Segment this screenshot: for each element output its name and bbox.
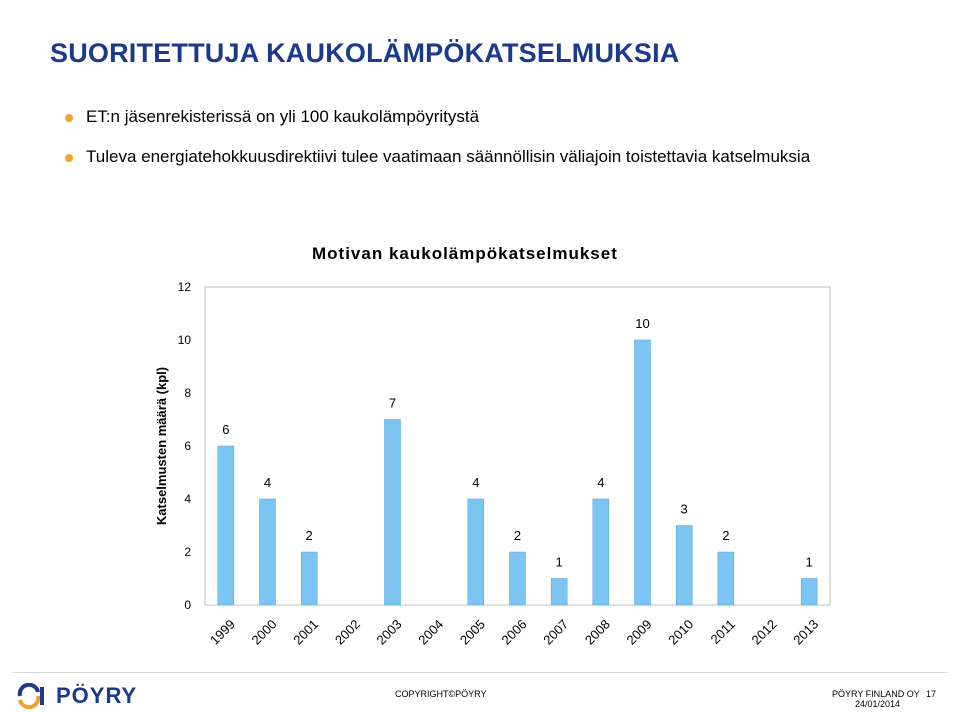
bar-2009 [635, 340, 651, 605]
bar-2000 [260, 499, 276, 605]
bar-2006 [510, 552, 526, 605]
data-label-2006: 2 [513, 528, 522, 543]
data-label-2009: 10 [635, 316, 650, 331]
page-number: 17 [926, 689, 937, 699]
x-tick-label: 2010 [665, 616, 697, 648]
x-tick-label: 2000 [248, 616, 280, 648]
data-label-1999: 6 [222, 422, 230, 437]
x-tick-label: 2011 [707, 616, 738, 647]
x-tick-label: 2004 [415, 616, 447, 648]
y-tick-label: 10 [177, 333, 191, 347]
bullet-text: Tuleva energiatehokkuusdirektiivi tulee vaatimaan säännöllisin väliajoin toistettavia katselmuksia [86, 147, 811, 166]
bar-1999 [218, 446, 234, 605]
x-tick-label: 2013 [790, 616, 822, 648]
bar-2013 [801, 579, 817, 606]
bullet-text: ET:n jäsenrekisterissä on yli 100 kaukolämpöyritystä [86, 107, 480, 126]
x-tick-label: 1999 [206, 616, 238, 648]
y-tick-label: 4 [184, 492, 191, 506]
data-label-2003: 7 [388, 395, 397, 411]
slide-title: SUORITETTUJA KAUKOLÄMPÖKATSELMUKSIA [50, 38, 680, 68]
data-label-2005: 4 [472, 475, 480, 490]
y-tick-label: 2 [184, 545, 191, 559]
bar-2007 [551, 579, 567, 606]
y-axis-label: Katselmusten määrä (kpl) [154, 366, 169, 526]
data-label-2010: 3 [680, 501, 688, 517]
x-tick-label: 2009 [623, 616, 655, 648]
slide-date: 24/01/2014 [855, 699, 901, 709]
data-label-2001: 2 [305, 528, 313, 543]
x-tick-label: 2012 [748, 616, 780, 648]
y-tick-label: 12 [177, 280, 191, 294]
y-tick-label: 0 [184, 598, 191, 612]
data-label-2007: 1 [555, 554, 563, 570]
x-tick-label: 2001 [290, 616, 322, 648]
bar-2003 [385, 420, 401, 606]
x-tick-label: 2006 [498, 616, 530, 648]
x-tick-label: 2005 [456, 616, 488, 648]
poyry-logo [16, 683, 137, 709]
logo-text: PÖYRY [56, 683, 138, 708]
poyry-logo-icon [16, 683, 50, 709]
bar-2011 [718, 552, 734, 605]
bar-2010 [676, 526, 692, 606]
data-label-2008: 4 [597, 475, 605, 490]
bar-2008 [593, 499, 609, 605]
y-tick-label: 6 [184, 439, 191, 453]
copyright-text: COPYRIGHT©PÖYRY [395, 689, 487, 699]
bar-2001 [301, 552, 317, 605]
x-tick-label: 2008 [581, 616, 613, 648]
company-name: PÖYRY FINLAND OY [832, 689, 920, 699]
data-label-2000: 4 [263, 475, 272, 490]
bar-2005 [468, 499, 484, 605]
x-tick-label: 2002 [331, 616, 363, 648]
data-label-2011: 2 [722, 528, 730, 543]
x-tick-label: 2007 [540, 616, 572, 648]
x-tick-label: 2003 [373, 616, 405, 648]
footer-divider [12, 672, 948, 673]
data-label-2013: 1 [805, 554, 813, 570]
y-tick-label: 8 [184, 386, 191, 400]
